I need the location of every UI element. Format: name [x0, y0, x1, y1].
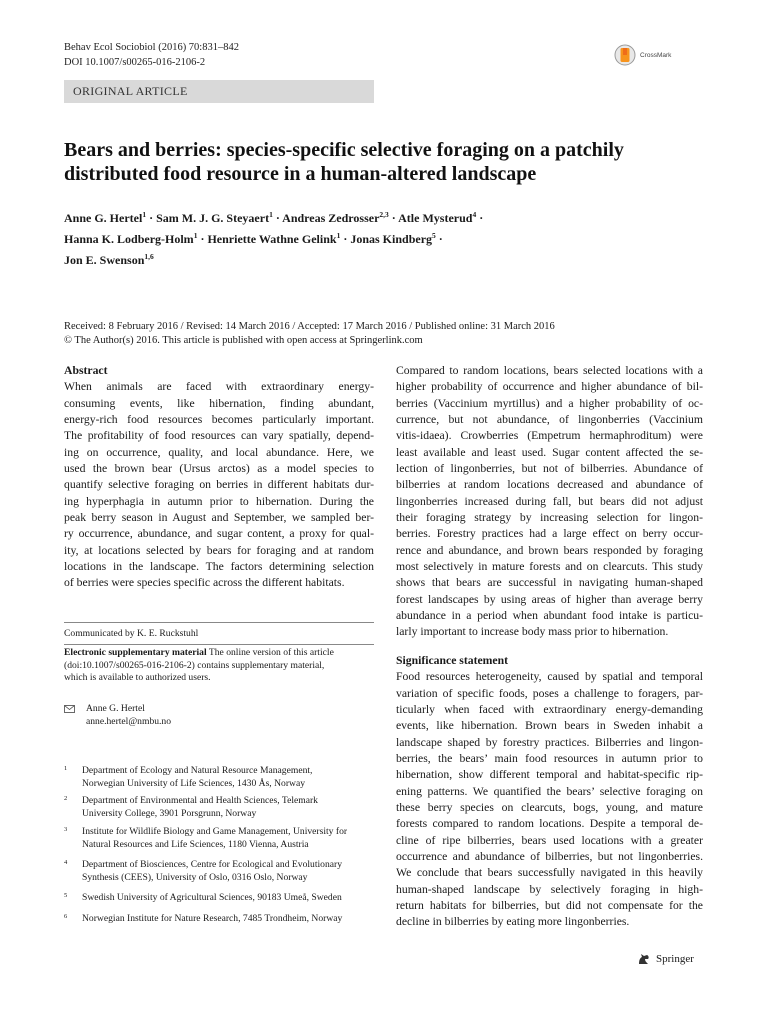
author-line-2: Hanna K. Lodberg-Holm$^1$ · Henriette Wathne Gelink$^1$ · Jonas Kindberg$^5$ ·	[64, 231, 443, 246]
abstract-heading: Abstract	[64, 364, 108, 377]
text-line: used the brown bear (Ursus arctos) as a model species to	[64, 461, 374, 475]
text-line: return habitats for bilberries, but did not compensate for the	[396, 898, 703, 912]
text-line: of berries were species specific across the different habitats.	[64, 576, 345, 590]
text-line: peak berry season in August and September, we sampled ber-	[64, 510, 374, 524]
text-line: vitis-idaea). Crowberries (Empetrum hermaphroditum) were	[396, 429, 703, 443]
abstract	[64, 363, 374, 592]
title-line-1: Bears and berries: species-specific selective foraging on a patchily	[64, 139, 624, 161]
text-line: variation of specific foods, poses a challenge to foragers, par-	[396, 686, 703, 700]
text-line: landscape shaped by forestry practices. Bilberries and lingon-	[396, 735, 703, 749]
text-line: rence and abundance, and brown bears responded by foraging	[396, 543, 703, 557]
esm-line-1: The online version of this article	[208, 647, 334, 658]
text-line: events, like hibernation. Brown bears in Sweden inhabit a	[396, 719, 703, 733]
footnote-divider	[64, 622, 374, 623]
text-line: shows that bears are successful in navigating human-shaped	[396, 576, 703, 590]
copyright-notice: © The Author(s) 2016. This article is published with open access at Springerlink.com	[64, 334, 423, 346]
text-line: The profitability of food resources can vary spatially, depend-	[64, 429, 374, 443]
text-line: ticularly when faced with extraordinary energy-demanding	[396, 702, 703, 716]
author-affiliation-sup: 1,6	[144, 252, 154, 261]
affiliation-number: 3	[64, 826, 68, 833]
text-line: these berry species on clearcuts, bogs, young, and mature	[396, 800, 703, 814]
text-line: ity, at locations selected by bears for foraging and at random	[64, 543, 374, 557]
author-line-3	[64, 248, 704, 269]
affiliation	[64, 765, 374, 790]
publisher-logo	[636, 952, 694, 966]
text-line: currence, but not abundance, of lingonberries (Vaccinium	[396, 412, 703, 426]
corresponding-author	[64, 703, 374, 728]
abstract-continued	[396, 363, 703, 641]
crossmark-icon	[614, 44, 636, 66]
author-name[interactable]: Jon E. Swenson	[64, 253, 145, 267]
affiliation-line: Department of Environmental and Health Sciences, Telemark	[82, 795, 318, 806]
author-affiliation-sup: 1	[142, 210, 147, 219]
affiliation-line: University College, 3901 Porsgrunn, Norway	[82, 807, 257, 819]
text-line: berries, the bears’ main food resources in autumn prior to	[396, 751, 703, 765]
esm-note	[64, 647, 374, 685]
author-name[interactable]: Anne G. Hertel	[64, 211, 143, 225]
text-line: berries. Forestry practices had a large effect on berry occur-	[396, 527, 703, 541]
title-line-2: distributed food resource in a human-altered landscape	[64, 163, 537, 185]
text-line: When animals are faced with extraordinary energy-	[64, 380, 374, 394]
affiliation-line: Swedish University of Agricultural Sciences, 90183 Umeå, Sweden	[82, 892, 342, 903]
author-name[interactable]: Atle Mysterud	[398, 211, 473, 225]
text-line: most selectively in mature forests and on clearcuts. This study	[396, 559, 703, 573]
author-affiliation-sup: 2,3	[379, 210, 389, 219]
text-line: lingonberries increased during fall, but bears did not adjust	[396, 494, 703, 508]
author-affiliation-sup: 1	[336, 231, 341, 240]
author-name[interactable]: Andreas Zedrosser	[282, 211, 380, 225]
text-line: hibernation, show different temporal and habitat-specific rip-	[396, 768, 703, 782]
affiliation	[64, 892, 374, 905]
author-name[interactable]: Jonas Kindberg	[350, 232, 433, 246]
publication-history	[64, 320, 704, 347]
text-line: larly important to increase body mass prior to hibernation.	[396, 625, 669, 639]
text-line: their foraging strategy by increasing selection for lingon-	[396, 510, 703, 524]
article-type-banner: ORIGINAL ARTICLE	[64, 80, 374, 103]
affiliation-line: Natural Resources and Life Sciences, 1180 Vienna, Austria	[82, 838, 309, 850]
author-name[interactable]: Henriette Wathne Gelink	[207, 232, 337, 246]
abstract-continued-body	[396, 363, 703, 641]
text-line: cline of ripe bilberries, bears used locations with a greater	[396, 833, 703, 847]
text-line: Compared to random locations, bears selected locations with a	[396, 364, 703, 377]
article-title	[64, 138, 704, 186]
author-affiliation-sup: 5	[432, 231, 436, 240]
significance-body	[396, 669, 703, 930]
text-line: consuming events, like hibernation, finding abundant,	[64, 396, 374, 410]
contact-email[interactable]: anne.hertel@nmbu.no	[86, 715, 172, 727]
author-name[interactable]: Sam M. J. G. Steyaert	[156, 211, 270, 225]
text-line: We conclude that bears successfully navigated in this heavily	[396, 866, 703, 880]
abstract-body	[64, 379, 374, 591]
text-line: abundance in a period when abundant food intake is particu-	[396, 608, 703, 622]
affiliation-number: 5	[64, 892, 68, 899]
crossmark-label: CrossMark	[640, 51, 672, 59]
esm-line-3: which is available to authorized users.	[64, 672, 211, 683]
affiliation	[64, 913, 374, 926]
esm-line-2[interactable]: (doi:10.1007/s00265-016-2106-2) contains supplementary material,	[64, 659, 325, 671]
doi[interactable]: DOI 10.1007/s00265-016-2106-2	[64, 57, 206, 68]
publisher-name: Springer	[656, 953, 694, 965]
contact-name: Anne G. Hertel	[86, 703, 145, 714]
affiliation	[64, 859, 374, 884]
affiliation-number: 6	[64, 913, 68, 920]
text-line: energy-rich food resources becomes particularly important.	[64, 412, 374, 426]
text-line: ening patterns. We quantified the bears’ selective foraging on	[396, 784, 703, 798]
affiliation-line: Norwegian Institute for Nature Research, 7485 Trondheim, Norway	[82, 913, 343, 924]
communicated-by: Communicated by K. E. Ruckstuhl	[64, 628, 199, 639]
text-line: quantify selective foraging on berries in different habitats dur-	[64, 478, 374, 492]
springer-horse-icon	[636, 952, 652, 966]
affiliation-number: 2	[64, 795, 68, 802]
affiliation-line: Institute for Wildlife Biology and Game Management, University for	[82, 826, 348, 837]
affiliation-line: Department of Ecology and Natural Resource Management,	[82, 765, 313, 776]
text-line: decline in bilberries by eating more lingonberries.	[396, 915, 630, 929]
text-line: lection of lingonberries, but not of bilberries. Abundance of	[396, 461, 703, 475]
text-line: ing hyperphagia in autumn prior to hibernation. During the	[64, 494, 374, 508]
text-line: occurrence and abundance of bilberries, but not lingonberries.	[396, 849, 703, 863]
affiliation	[64, 795, 374, 820]
text-line: higher probability of occurrence and higher abundance of bil-	[396, 380, 703, 394]
crossmark-badge[interactable]	[614, 42, 704, 68]
author-affiliation-sup: 1	[193, 231, 198, 240]
text-line: ing on occurrence, quality, and local abundance. Here, we	[64, 445, 374, 459]
significance-heading: Significance statement	[396, 654, 508, 667]
esm-divider	[64, 644, 374, 645]
affiliation-line: Synthesis (CEES), University of Oslo, 0316 Oslo, Norway	[82, 871, 308, 883]
author-name[interactable]: Hanna K. Lodberg-Holm	[64, 232, 194, 246]
text-line: locations in the landscape. The factors determining selection	[64, 559, 374, 573]
text-line: forests compared to random locations. Despite a temporal de-	[396, 817, 703, 831]
significance-statement	[396, 653, 703, 931]
affiliation-line: Norwegian University of Life Sciences, 1430 Ås, Norway	[82, 777, 305, 789]
envelope-icon	[64, 705, 75, 713]
author-line-1: Anne G. Hertel$^1$ · Sam M. J. G. Steyaert$^1$ · Andreas Zedrosser$^{2,3}$ · Atle Mysterud$^4$ ·	[64, 210, 484, 225]
received-dates: Received: 8 February 2016 / Revised: 14 March 2016 / Accepted: 17 March 2016 / Published online: 31 March 2016	[64, 321, 555, 332]
text-line: Food resources heterogeneity, caused by spatial and temporal	[396, 670, 703, 684]
affiliation-line: Department of Biosciences, Centre for Ecological and Evolutionary	[82, 859, 343, 870]
author-affiliation-sup: 1	[269, 210, 273, 219]
affiliation	[64, 826, 374, 851]
affiliation-number: 4	[64, 859, 68, 866]
author-list	[64, 206, 704, 269]
text-line: forest landscapes by using areas of higher than average berry	[396, 592, 703, 606]
esm-label: Electronic supplementary material	[64, 647, 207, 658]
affiliation-number: 1	[64, 765, 68, 772]
journal-reference: Behav Ecol Sociobiol (2016) 70:831–842	[64, 42, 239, 53]
author-affiliation-sup: 4	[472, 210, 477, 219]
text-line: least available and least used. Sugar content affected the se-	[396, 445, 703, 459]
text-line: ry occurrence, abundance, and sugar content, a proxy for qual-	[64, 527, 374, 541]
text-line: human-shaped landscape by selectively foraging in high-	[396, 882, 703, 896]
text-line: bilberries at random locations decreased and abundance of	[396, 478, 703, 492]
text-line: berries (Vaccinium myrtillus) and a higher probability of oc-	[396, 396, 703, 410]
